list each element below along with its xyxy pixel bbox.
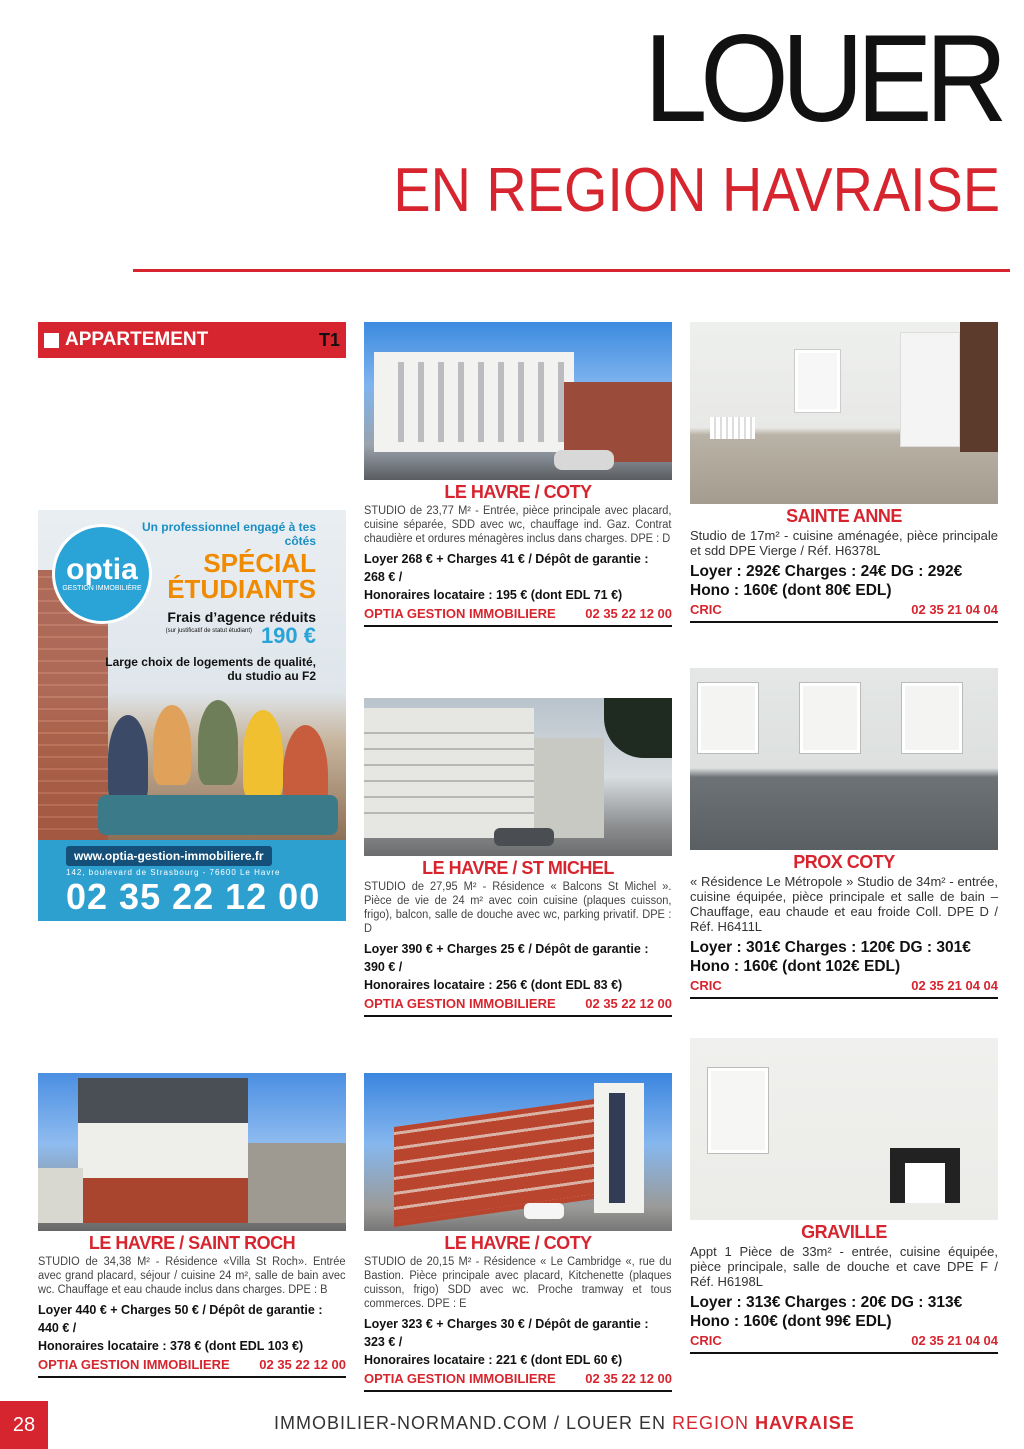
ad-tagline: Un professionnel engagé à tes côtés xyxy=(141,520,316,548)
listing-price-line2: Honoraires locataire : 221 € (dont EDL 60 €) xyxy=(364,1353,623,1367)
listing-photo xyxy=(38,1073,346,1231)
listing-photo xyxy=(690,322,998,504)
listing-city: LE HAVRE / SAINT ROCH xyxy=(88,1233,296,1253)
listing-city: PROX COTY xyxy=(793,852,895,872)
listing-description: STUDIO de 20,15 M² - Résidence « Le Cambridge «, rue du Bastion. Pièce principale avec placard, Kitchenette (plaques cuisson, frigo) SDD avec wc. Proche tramway et tous commerces. DPE : E xyxy=(364,1256,672,1310)
listing-price-line2: Honoraires locataire : 256 € (dont EDL 83 €) xyxy=(364,978,623,992)
listing-city: LE HAVRE / COTY xyxy=(444,1233,592,1253)
header-divider xyxy=(133,269,1010,272)
listing-price xyxy=(690,938,998,976)
footer-site[interactable]: IMMOBILIER-NORMAND.COM xyxy=(274,1413,548,1433)
ad-fees-price: 190 € xyxy=(260,623,316,648)
listing-price-line2: Honoraires locataire : 378 € (dont EDL 103 €) xyxy=(38,1339,304,1353)
listing-description: STUDIO de 34,38 M² - Résidence «Villa St Roch». Entrée avec grand placard, séjour / cuisine 24 m², salle de bain avec wc. Chauffage et eau chaude inclus dans charges. DPE : B xyxy=(38,1256,346,1296)
listing-agency: OPTIA GESTION IMMOBILIERE xyxy=(38,1357,230,1372)
listing-agency-line xyxy=(364,606,672,627)
listing-price xyxy=(364,1315,672,1369)
listing-price-line2: Honoraires locataire : 195 € (dont EDL 71 €) xyxy=(364,588,623,602)
listing-phone[interactable]: 02 35 22 12 00 xyxy=(259,1357,346,1372)
ad-fees-label: Frais d’agence réduits xyxy=(167,609,316,625)
listing-city: LE HAVRE / COTY xyxy=(444,482,592,502)
listing-price-line1: Loyer 390 € + Charges 25 € / Dépôt de garantie : 390 € / xyxy=(364,942,649,974)
ad-fees-note: (sur justificatif de statut étudiant) xyxy=(165,628,252,634)
listing-price-line1: Loyer 268 € + Charges 41 € / Dépôt de garantie : 268 € / xyxy=(364,552,649,584)
listing-price-line1: Loyer : 301€ Charges : 120€ DG : 301€ xyxy=(690,939,971,956)
listing-price xyxy=(364,940,672,994)
listing-agency-line xyxy=(690,978,998,999)
listing-agency: OPTIA GESTION IMMOBILIERE xyxy=(364,996,556,1011)
page-title: LOUER xyxy=(643,10,1000,148)
footer-havraise: HAVRAISE xyxy=(755,1413,855,1433)
listing-card[interactable] xyxy=(364,322,672,627)
listing-description: Studio de 17m² - cuisine aménagée, pièce principale et sdd DPE Vierge / Réf. H6378L xyxy=(690,528,998,558)
page-number: 28 xyxy=(0,1401,48,1449)
listing-price-line1: Loyer : 292€ Charges : 24€ DG : 292€ xyxy=(690,563,963,580)
listing-agency-line xyxy=(38,1357,346,1378)
listing-agency-line xyxy=(364,996,672,1017)
listing-agency-line xyxy=(690,1333,998,1354)
listing-price-line2: Hono : 160€ (dont 99€ EDL) xyxy=(690,1313,892,1330)
listing-price-line1: Loyer 323 € + Charges 30 € / Dépôt de garantie : 323 € / xyxy=(364,1317,649,1349)
listing-price xyxy=(364,550,672,604)
listing-price-line1: Loyer 440 € + Charges 50 € / Dépôt de garantie : 440 € / xyxy=(38,1303,323,1335)
listing-photo xyxy=(364,1073,672,1231)
listing-agency: OPTIA GESTION IMMOBILIERE xyxy=(364,606,556,621)
square-icon xyxy=(44,333,59,348)
listing-city: GRAVILLE xyxy=(801,1222,887,1242)
listing-price-line2: Hono : 160€ (dont 102€ EDL) xyxy=(690,958,901,975)
ad-website-link[interactable]: www.optia-gestion-immobiliere.fr xyxy=(66,846,272,866)
listing-card[interactable] xyxy=(38,1073,346,1378)
page-footer xyxy=(274,1413,855,1434)
listing-agency: CRIC xyxy=(690,1333,722,1348)
listing-card[interactable] xyxy=(364,1073,672,1392)
listing-description: STUDIO de 23,77 M² - Entrée, pièce principale avec placard, cuisine séparée, SDD avec wc, chauffage ind. Gaz. Contrat chaudière et ordures ménagères inclus dans charges. DPE : D xyxy=(364,505,672,545)
footer-region: REGION xyxy=(672,1413,756,1433)
listing-city: LE HAVRE / ST MICHEL xyxy=(422,858,614,878)
listing-photo xyxy=(690,1038,998,1220)
listing-photo xyxy=(690,668,998,850)
listing-description: « Résidence Le Métropole » Studio de 34m² - entrée, cuisine équipée, pièce principale et salle de bain – Chauffage, eau chaude et eau froide Coll. DPE D / Réf. H6411L xyxy=(690,874,998,934)
listing-photo xyxy=(364,698,672,856)
listing-description: Appt 1 Pièce de 33m² - entrée, cuisine équipée, pièce principale, salle de douche et cave DPE F / Réf. H6198L xyxy=(690,1244,998,1289)
listing-card[interactable] xyxy=(690,322,998,623)
footer-louer: LOUER EN xyxy=(566,1413,673,1433)
listing-phone[interactable]: 02 35 21 04 04 xyxy=(911,602,998,617)
optia-advertisement[interactable] xyxy=(38,510,346,921)
listing-agency: CRIC xyxy=(690,602,722,617)
category-bar xyxy=(38,322,346,358)
ad-phone[interactable]: 02 35 22 12 00 xyxy=(66,876,321,917)
listing-phone[interactable]: 02 35 22 12 00 xyxy=(585,606,672,621)
listing-city: SAINTE ANNE xyxy=(786,506,902,526)
listing-card[interactable] xyxy=(364,698,672,1017)
listing-agency: OPTIA GESTION IMMOBILIERE xyxy=(364,1371,556,1386)
ad-headline: SPÉCIAL ÉTUDIANTS xyxy=(167,548,316,604)
ad-students-photo xyxy=(98,695,338,835)
listing-agency-line xyxy=(364,1371,672,1392)
listing-photo xyxy=(364,322,672,480)
logo-name: optia xyxy=(66,553,138,586)
listing-price xyxy=(38,1301,346,1355)
page-subtitle: EN REGION HAVRAISE xyxy=(393,156,1000,225)
listing-agency: CRIC xyxy=(690,978,722,993)
category-type: T1 xyxy=(318,329,340,350)
listing-card[interactable] xyxy=(690,668,998,999)
listing-price xyxy=(690,1293,998,1331)
logo-subtitle: GESTION IMMOBILIÈRE xyxy=(62,585,142,592)
listing-price-line2: Hono : 160€ (dont 80€ EDL) xyxy=(690,582,892,599)
listing-phone[interactable]: 02 35 22 12 00 xyxy=(585,996,672,1011)
listing-agency-line xyxy=(690,602,998,623)
ad-address: 142, boulevard de Strasbourg - 76600 Le Havre xyxy=(66,868,281,877)
listing-price-line1: Loyer : 313€ Charges : 20€ DG : 313€ xyxy=(690,1294,963,1311)
listing-phone[interactable]: 02 35 22 12 00 xyxy=(585,1371,672,1386)
listing-card[interactable] xyxy=(690,1038,998,1354)
listing-phone[interactable]: 02 35 21 04 04 xyxy=(911,1333,998,1348)
listing-price xyxy=(690,562,998,600)
category-label: APPARTEMENT xyxy=(65,329,209,350)
listing-description: STUDIO de 27,95 M² - Résidence « Balcons St Michel ». Pièce de vie de 24 m² avec coin cuisine (plaques cuisson, frigo), balcon, salle de douche avec wc, parking privatif. DPE : D xyxy=(364,881,672,935)
footer-separator: / xyxy=(548,1413,567,1433)
listing-phone[interactable]: 02 35 21 04 04 xyxy=(911,978,998,993)
ad-choice: Large choix de logements de qualité, du studio au F2 xyxy=(105,655,316,683)
